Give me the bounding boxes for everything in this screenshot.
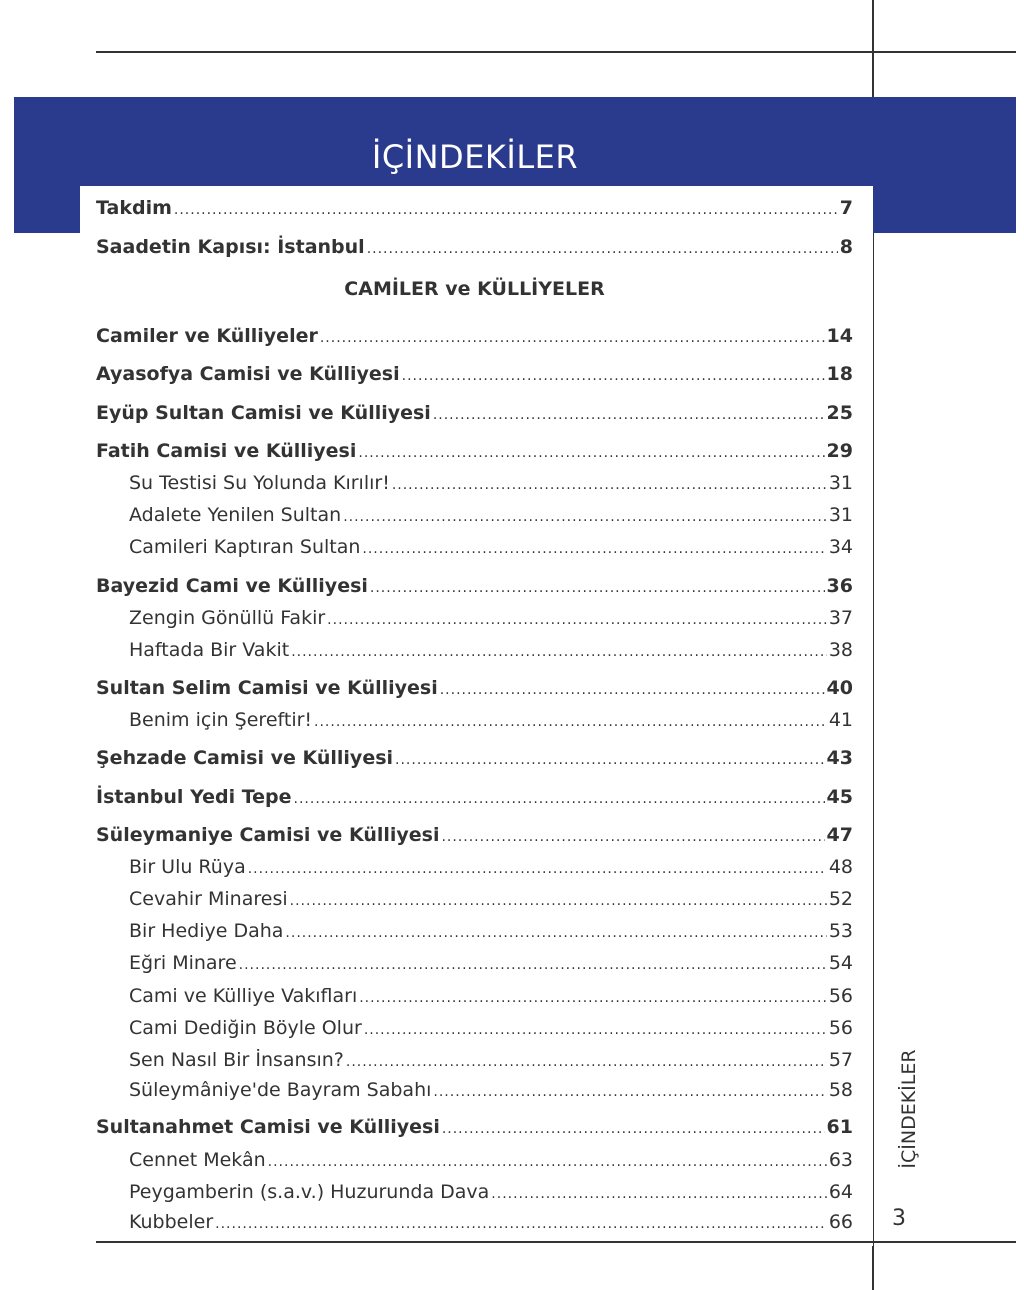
toc-entry-label: Peygamberin (s.a.v.) Huzurunda Dava: [129, 1181, 490, 1203]
toc-entry-page: 40: [826, 677, 853, 699]
toc-entry-label: Cami Dediğin Böyle Olur: [129, 1017, 362, 1039]
toc-entry-page: 29: [826, 440, 853, 462]
leader-dots: [440, 678, 825, 702]
leader-dots: [346, 1050, 827, 1074]
leader-dots: [174, 198, 838, 222]
toc-entry-label: Cami ve Külliye Vakıfları: [129, 985, 358, 1007]
toc-entry-page: 8: [839, 236, 853, 258]
page-title: İÇİNDEKİLER: [371, 138, 579, 176]
toc-subentry[interactable]: [129, 708, 853, 734]
toc-entry[interactable]: [96, 1115, 853, 1141]
toc-entry[interactable]: [96, 362, 853, 388]
leader-dots: [294, 787, 825, 811]
leader-dots: [248, 857, 827, 881]
leader-dots: [433, 403, 825, 427]
toc-entry-label: Cennet Mekân: [129, 1149, 266, 1171]
toc-entry-label: Camileri Kaptıran Sultan: [129, 536, 361, 558]
toc-entry-page: 37: [828, 607, 853, 629]
leader-dots: [239, 953, 827, 977]
toc-subentry[interactable]: [129, 606, 853, 632]
toc-entry-page: 38: [828, 639, 853, 661]
toc-entry-page: 36: [826, 575, 853, 597]
leader-dots: [359, 986, 827, 1010]
toc-subentry[interactable]: [129, 887, 853, 913]
running-title-text: İÇİNDEKİLER: [898, 1049, 920, 1169]
leader-dots: [362, 537, 826, 561]
toc-entry-page: 45: [826, 786, 853, 808]
toc-subentry[interactable]: [129, 1180, 853, 1206]
toc-entry-page: 61: [826, 1116, 853, 1138]
toc-entry-label: Şehzade Camisi ve Külliyesi: [96, 747, 394, 769]
toc-entry-page: 52: [828, 888, 853, 910]
toc-entry-page: 43: [826, 747, 853, 769]
toc-entry[interactable]: [96, 823, 853, 849]
toc-entry-page: 7: [839, 197, 853, 219]
toc-subentry[interactable]: [129, 638, 853, 664]
toc-entry[interactable]: [96, 401, 853, 427]
leader-dots: [314, 710, 827, 734]
toc-entry-page: 56: [828, 1017, 853, 1039]
toc-entry-label: Camiler ve Külliyeler: [96, 325, 318, 347]
leader-dots: [433, 1080, 826, 1104]
leader-dots: [290, 889, 827, 913]
toc-entry-page: 56: [828, 985, 853, 1007]
toc-entry-label: Ayasofya Camisi ve Külliyesi: [96, 363, 400, 385]
toc-entry-label: Bir Ulu Rüya: [129, 856, 246, 878]
toc-entry-label: Cevahir Minaresi: [129, 888, 288, 910]
toc-subentry[interactable]: [129, 1048, 853, 1074]
toc-entry[interactable]: [96, 746, 853, 772]
toc-entry-label: İstanbul Yedi Tepe: [96, 786, 292, 808]
toc-entry-page: 64: [828, 1181, 853, 1203]
toc-entry-label: Süleymaniye Camisi ve Külliyesi: [96, 824, 440, 846]
leader-dots: [442, 1117, 825, 1141]
toc-entry-page: 57: [828, 1049, 853, 1071]
toc-subentry[interactable]: [129, 984, 853, 1010]
toc-entry-page: 41: [828, 709, 853, 731]
toc-subentry[interactable]: [129, 1210, 853, 1236]
toc-entry-label: Bayezid Cami ve Külliyesi: [96, 575, 368, 597]
toc-entry-page: 54: [828, 952, 853, 974]
toc-subentry[interactable]: [129, 503, 853, 529]
toc-entry[interactable]: [96, 574, 853, 600]
toc-entry-label: Adalete Yenilen Sultan: [129, 504, 342, 526]
page-number: 3: [892, 1206, 906, 1231]
toc-entry-page: 18: [826, 363, 853, 385]
toc-entry-page: 14: [826, 325, 853, 347]
toc-entry-page: 47: [826, 824, 853, 846]
toc-subentry[interactable]: [129, 1078, 853, 1104]
toc-entry-page: 31: [828, 504, 853, 526]
toc-entry-label: Takdim: [96, 197, 172, 219]
toc-subentry[interactable]: [129, 1016, 853, 1042]
toc-entry-page: 31: [828, 472, 853, 494]
toc-entry-page: 63: [828, 1149, 853, 1171]
bottom-rule: [96, 1241, 1016, 1243]
toc-entry-page: 53: [828, 920, 853, 942]
toc-entry-label: Kubbeler: [129, 1211, 214, 1233]
toc-entry-label: Eğri Minare: [129, 952, 237, 974]
toc-entry-label: Su Testisi Su Yolunda Kırılır!: [129, 472, 390, 494]
toc-entry-label: Saadetin Kapısı: İstanbul: [96, 236, 365, 258]
leader-dots: [358, 441, 824, 465]
toc-entry-page: 66: [828, 1211, 853, 1233]
leader-dots: [320, 326, 825, 350]
toc-entry[interactable]: [96, 785, 853, 811]
toc-subentry[interactable]: [129, 471, 853, 497]
toc-entry-label: Zengin Gönüllü Fakir: [129, 607, 326, 629]
toc-subentry[interactable]: [129, 1148, 853, 1174]
leader-dots: [392, 473, 827, 497]
leader-dots: [370, 576, 825, 600]
running-title: [884, 1050, 924, 1180]
toc-entry-label: Eyüp Sultan Camisi ve Külliyesi: [96, 402, 431, 424]
toc-subentry[interactable]: [129, 535, 853, 561]
toc-entry[interactable]: [96, 235, 853, 261]
toc-entry-page: 34: [828, 536, 853, 558]
leader-dots: [327, 608, 827, 632]
leader-dots: [285, 921, 826, 945]
toc-entry-label: Bir Hediye Daha: [129, 920, 284, 942]
toc-entry-label: Benim için Şereftir!: [129, 709, 313, 731]
toc-entry-page: 25: [826, 402, 853, 424]
leader-dots: [395, 748, 825, 772]
toc-subentry[interactable]: [129, 855, 853, 881]
toc-entry-page: 58: [828, 1079, 853, 1101]
leader-dots: [491, 1182, 827, 1206]
leader-dots: [364, 1018, 827, 1042]
leader-dots: [291, 640, 827, 664]
toc-entry[interactable]: [96, 676, 853, 702]
toc-entry[interactable]: [96, 196, 853, 222]
toc-entry[interactable]: [96, 439, 853, 465]
toc-entry-page: 48: [828, 856, 853, 878]
toc-entry[interactable]: [96, 324, 853, 350]
toc-subentry[interactable]: [129, 919, 853, 945]
leader-dots: [367, 237, 838, 261]
toc-entry-label: Fatih Camisi ve Külliyesi: [96, 440, 357, 462]
leader-dots: [215, 1212, 827, 1236]
toc-subentry[interactable]: [129, 951, 853, 977]
toc-entry-label: Sen Nasıl Bir İnsansın?: [129, 1049, 344, 1071]
leader-dots: [268, 1150, 827, 1174]
toc-entry-label: Sultan Selim Camisi ve Külliyesi: [96, 677, 438, 699]
top-rule: [96, 51, 1016, 53]
leader-dots: [402, 364, 825, 388]
toc-entry-label: Sultanahmet Camisi ve Külliyesi: [96, 1116, 440, 1138]
leader-dots: [343, 505, 827, 529]
section-heading: CAMİLER ve KÜLLİYELER: [344, 278, 605, 300]
toc-entry-label: Haftada Bir Vakit: [129, 639, 290, 661]
leader-dots: [441, 825, 824, 849]
toc-entry-label: Süleymâniye'de Bayram Sabahı: [129, 1079, 432, 1101]
